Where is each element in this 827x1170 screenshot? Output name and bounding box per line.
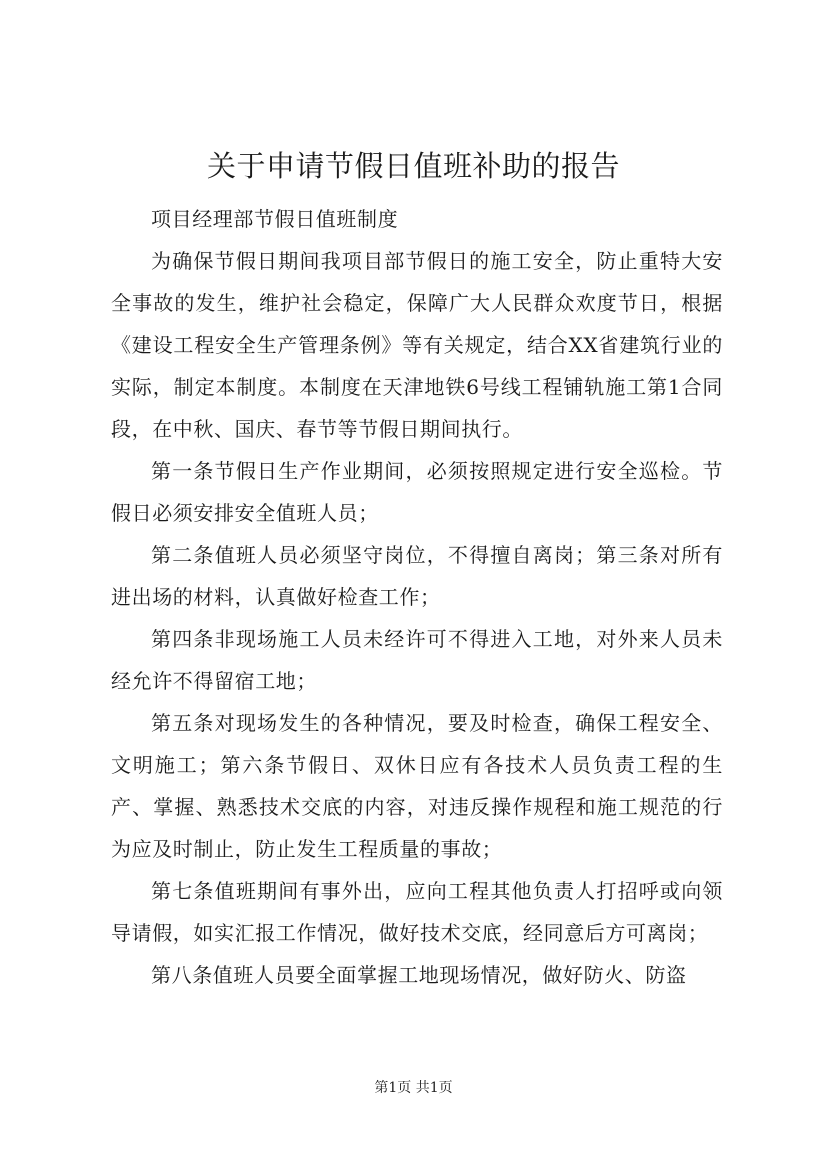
paragraph-article-8: 第八条值班人员要全面掌握工地现场情况，做好防火、防盗 <box>151 963 687 987</box>
paragraph-article-4: 第四条非现场施工人员未经许可不得进入工地，对外来人员未经允许不得留宿工地； <box>111 627 723 693</box>
section-heading: 项目经理部节假日值班制度 <box>151 207 399 231</box>
document-body <box>111 198 723 996</box>
page-number-footer: 第1页 共1页 <box>374 1080 453 1096</box>
paragraph-article-1: 第一条节假日生产作业期间，必须按照规定进行安全巡检。节假日必须安排安全值班人员； <box>111 459 723 525</box>
paragraph-article-7: 第七条值班期间有事外出，应向工程其他负责人打招呼或向领导请假，如实汇报工作情况，做好技术交底，经同意后方可离岗； <box>111 879 723 945</box>
document-title: 关于申请节假日值班补助的报告 <box>206 149 620 183</box>
paragraph-article-5-6: 第五条对现场发生的各种情况，要及时检查，确保工程安全、文明施工；第六条节假日、双休日应有各技术人员负责工程的生产、掌握、熟悉技术交底的内容，对违反操作规程和施工规范的行为应及时制止，防止发生工程质量的事故； <box>111 711 723 861</box>
paragraph-intro: 为确保节假日期间我项目部节假日的施工安全，防止重特大安全事故的发生，维护社会稳定，保障广大人民群众欢度节日，根据《建设工程安全生产管理条例》等有关规定，结合XX省建筑行业的实际，制定本制度。本制度在天津地铁6号线工程铺轨施工第1合同段，在中秋、国庆、春节等节假日期间执行。 <box>111 249 723 441</box>
paragraph-article-2-3: 第二条值班人员必须坚守岗位，不得擅自离岗；第三条对所有进出场的材料，认真做好检查工作； <box>111 543 723 609</box>
